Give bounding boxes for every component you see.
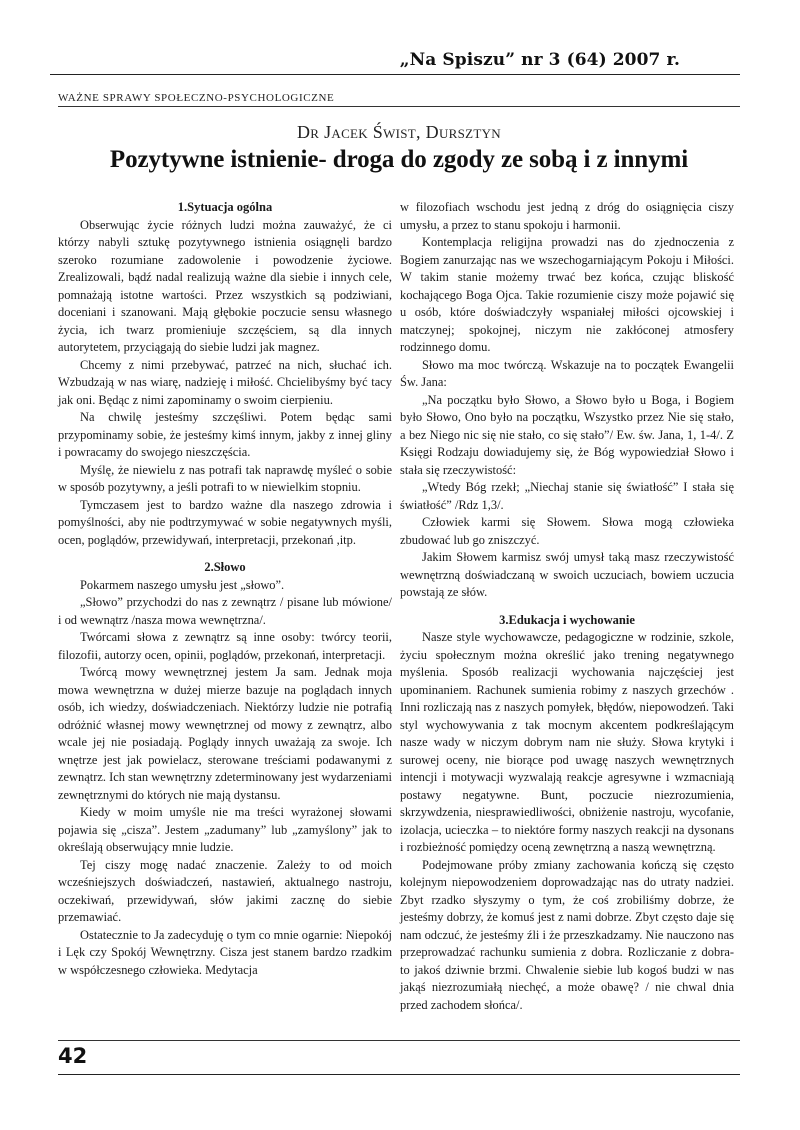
page-number: 42 bbox=[58, 1044, 88, 1068]
right-column bbox=[400, 199, 734, 1014]
section-heading: 2.Słowo bbox=[204, 560, 246, 574]
paragraph: Tej ciszy mogę nadać znaczenie. Zależy to od moich wcześniejszych doświadczeń, nastawień, aktualnego nastroju, oczekiwań, przewidywań, słów jakimi zacznę do siebie przemawiać. bbox=[58, 857, 392, 924]
paragraph: Kontemplacja religijna prowadzi nas do zjednoczenia z Bogiem zanurzając nas we wszechogarniającym Pokoju i Miłości. W takim stanie możemy trwać bez końca, czując bliskość kochającego Boga Ojca. Takie rozumienie ciszy może pojawić się u osób, które doświadczyły wspaniałej miłości ojcowskiej i matczynej; spokojnej, niczym nie zakłóconej atmosfery rodzinnego domu. bbox=[400, 235, 734, 354]
paragraph: Podejmowane próby zmiany zachowania kończą się często kolejnym niepowodzeniem doprowadzając nas do utraty nadziei. Zbyt rzadko słyszymy o tym, że coś zrobiliśmy dobrze, że jesteśmy dobrzy, że komuś jest z nami dobrze. Zbyt często daje się nam odczuć, że jesteśmy źli i że przeszkadzamy. Nie nauczono nas przeprowadzać rachunku sumienia z dobra. Rozliczanie z dobra- to jakoś dziwnie brzmi. Chwalenie siebie lub kogoś budzi w nas jakąś niezrozumiałą niechęć, a może obawę? / nie chwal dnia przed zachodem słońca/. bbox=[400, 857, 734, 1012]
paragraph: Kiedy w moim umyśle nie ma treści wyrażonej słowami pojawia się „cisza”. Jestem „zadumany” lub „zamyślony” jak to określają obserwujący mnie ludzie. bbox=[58, 805, 392, 854]
paragraph: Tymczasem jest to bardzo ważne dla naszego zdrowia i pomyślności, aby nie podtrzymywać w sobie negatywnych myśli, ocen, poglądów, przewidywań, interpretacji, przekonań ,itp. bbox=[58, 497, 392, 547]
paragraph: Twórcami słowa z zewnątrz są inne osoby: twórcy teorii, filozofii, autorzy ocen, opinii, poglądów, przekonań, interpretacji. bbox=[58, 630, 392, 662]
paragraph: Na chwilę jesteśmy szczęśliwi. Potem będąc sami przypominamy sobie, że jesteśmy kimś innym, jakby z innej gliny i powracamy do swojego nieszczęścia. bbox=[58, 410, 392, 459]
article-title: Pozytywne istnienie- droga do zgody ze sobą i z innymi bbox=[109, 146, 689, 173]
running-header bbox=[50, 38, 740, 78]
footer-divider bbox=[58, 1040, 740, 1041]
paragraph: „Słowo” przychodzi do nas z zewnątrz / pisane lub mówione/ i od wewnątrz /nasza mowa wewnętrzna/. bbox=[58, 595, 392, 627]
paragraph: Ostatecznie to Ja zadecyduję o tym co mnie ogarnie: Niepokój i Lęk czy Spokój Wewnętrzny. Cisza jest stanem bardzo rzadkim w współczesnego człowieka. Medytacja bbox=[58, 927, 392, 977]
paragraph: „Na początku było Słowo, a Słowo było u Boga, i Bogiem było Słowo, Ono było na początku, Wszystko przez Nie się stało, a bez Niego nic się nie stało, co się stało”/ Ew. św. Jana, 1, 1-4/. Z Księgi Rodzaju dowiadujemy się, że Bóg wypowiedział Słowo i stała się rzeczywistość: bbox=[400, 392, 734, 477]
bottom-divider bbox=[58, 1074, 740, 1075]
paragraph: Słowo ma moc twórczą. Wskazuje na to początek Ewangelii Św. Jana: bbox=[400, 357, 734, 389]
section-heading: 3.Edukacja i wychowanie bbox=[499, 612, 635, 627]
left-column bbox=[58, 199, 392, 979]
publication-title: „Na Spiszu” nr 3 (64) 2007 r. bbox=[399, 50, 680, 70]
paragraph: Myślę, że niewielu z nas potrafi tak naprawdę myśleć o sobie w sposób pozytywny, a jeśli potrafi to w niewielkim stopniu. bbox=[58, 462, 392, 494]
paragraph: Chcemy z nimi przebywać, patrzeć na nich, słuchać ich. Wzbudzają w nas wiarę, nadzieję i miłość. Chcielibyśmy być tacy jak oni. Będąc z nimi zapominamy o swoim cierpieniu. bbox=[58, 357, 392, 407]
section-divider bbox=[58, 106, 740, 107]
paragraph: Nasze style wychowawcze, pedagogiczne w rodzinie, szkole, życiu społecznym można określić jako trening negatywnego myślenia. Sposób realizacji wychowania najczęściej jest upominaniem. Rachunek sumienia robimy z naszych grzechów . Inni rozliczają nas z naszych pomyłek, błędów, niepowodzeń. Taki styl wychowywania z tak mocnym akcentem podkreślającym nasze wady w niczym dobrym nam nie służy. Słowa krytyki i surowej oceny, nie biorące pod uwagę naszych wewnętrznych intencji i motywacji wyzwalają reakcje agresywne i wzmacniają postawy negatywne. Bunt, poczucie niezrozumienia, skrzywdzenia, niesprawiedliwości, obniżenie nastroju, wycofanie, izolacja, ucieczka – to niektóre formy naszych reakcji na dysonans i rozbieżność pomiędzy oceną zewnętrzną a naszą wewnętrzną. bbox=[400, 630, 734, 854]
section-label: WAŻNE SPRAWY SPOŁECZNO-PSYCHOLOGICZNE bbox=[58, 92, 335, 104]
article-author: Dr Jacek Świst, Dursztyn bbox=[297, 122, 501, 142]
paragraph: Człowiek karmi się Słowem. Słowa mogą człowieka zbudować lub go zniszczyć. bbox=[400, 515, 734, 547]
paragraph: w filozofiach wschodu jest jedną z dróg do osiągnięcia ciszy umysłu, a przez to stanu spokoju i harmonii. bbox=[400, 200, 734, 232]
paragraph: „Wtedy Bóg rzekł; „Niechaj stanie się światłość” I stała się światłość” /Rdz 1,3/. bbox=[400, 480, 734, 512]
paragraph: Pokarmem naszego umysłu jest „słowo”. bbox=[80, 577, 285, 592]
paragraph: Obserwując życie różnych ludzi można zauważyć, że ci którzy nabyli sztukę pozytywnego istnienia osiągnęli bardzo szeroko rozumiane zadowolenie i powodzenie życiowe. Zrealizowali, bądź nadal realizują ważne dla siebie i innych cele, pomnażają istotne wartości. Przez wszystkich są podziwiani, doceniani i szanowani. Mają głębokie poczucie sensu własnego życia, ich twarz promieniuje szczęściem, są dla innych autorytetem, przyciągają do siebie ludzi jak magnez. bbox=[58, 217, 392, 354]
header-divider bbox=[50, 74, 740, 75]
paragraph: Twórcą mowy wewnętrznej jestem Ja sam. Jednak moja mowa wewnętrzna w dużej mierze bazuje na poglądach innych osób, ich wiedzy, doświadczeniach. Niektórzy ludzie nie potrafią odróżnić własnej mowy wewnętrznej od mowy z zewnątrz, albo wcale jej nie posiadają. Poglądy innych uważają za swoje. Ich wnętrze jest jak powielacz, sterowane treściami podawanymi z zewnątrz. Ich stan wewnętrzny zdeterminowany jest wydarzeniami zewnętrznymi do których nie mają dystansu. bbox=[58, 665, 392, 802]
section-heading: 1.Sytuacja ogólna bbox=[177, 200, 273, 214]
paragraph: Jakim Słowem karmisz swój umysł taką masz rzeczywistość wewnętrzną doświadczaną w swoich uczuciach, bowiem uczucia powstają ze słów. bbox=[400, 550, 734, 599]
